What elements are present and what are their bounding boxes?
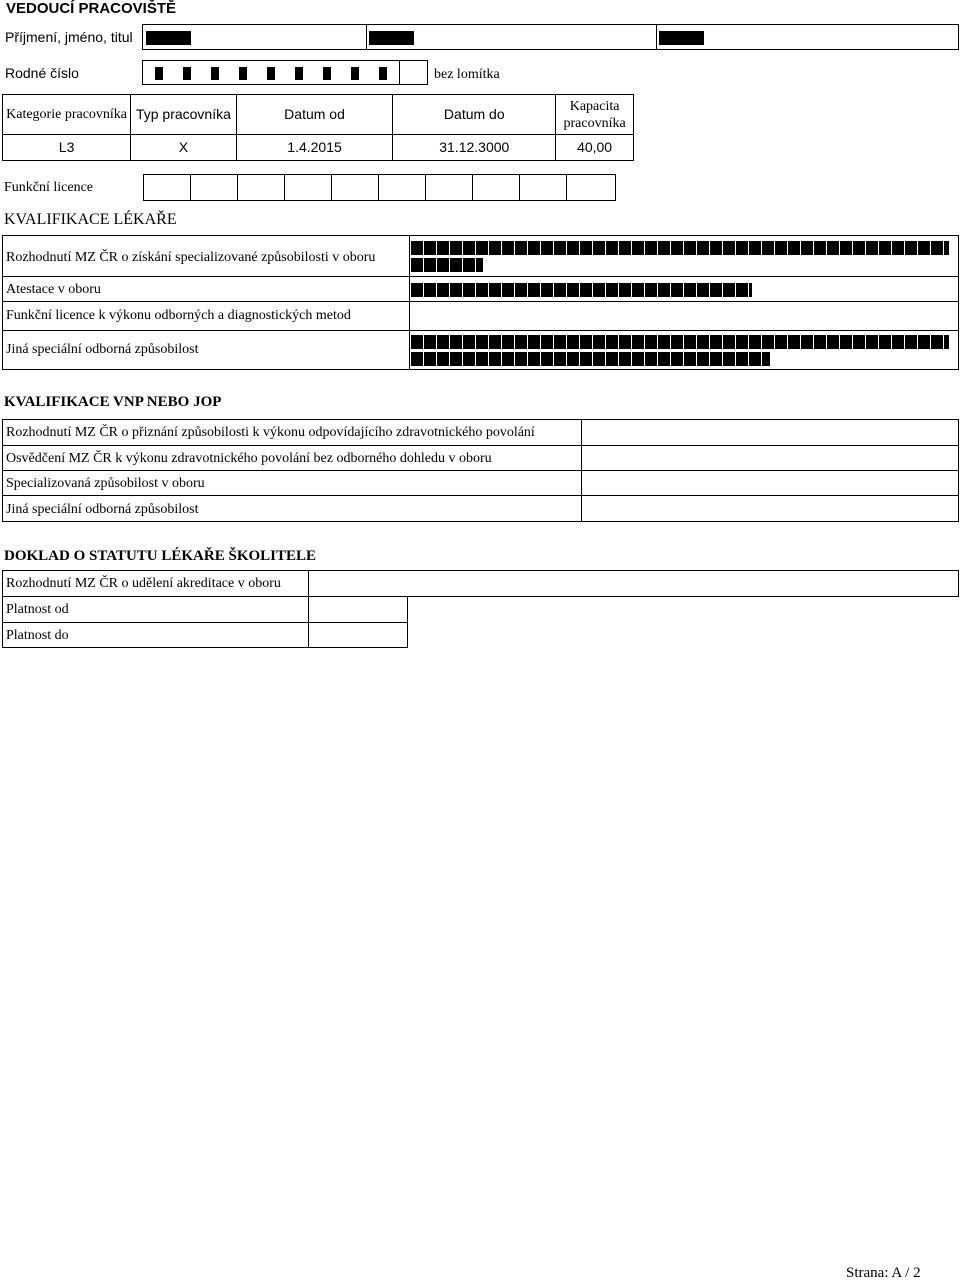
qual-row-functional-license: Funkční licence k výkonu odborných a diagnostických metod [6,308,351,323]
employment-table [2,94,634,161]
column-divider [409,236,410,369]
row-divider [3,445,958,446]
trainer-row-valid-from: Platnost od [6,602,69,617]
vnp-row-specialized: Specializovaná způsobilost v oboru [6,476,205,491]
qual-row-attestation: Atestace v oboru [6,282,101,297]
redacted-surname [146,31,191,45]
license-divider [566,175,567,200]
physician-qualification-table [2,235,959,370]
license-divider [378,175,379,200]
row-divider [3,470,958,471]
cell-category: L3 [3,135,131,161]
qual-row-specialization: Rozhodnutí MZ ČR o získání specializované způsobilosti v oboru [6,250,376,265]
page-number: Strana: A / 2 [846,1265,921,1281]
birth-number-field[interactable] [142,60,428,85]
name-field-divider [656,25,657,49]
redacted-firstname [369,31,414,45]
header-date-to: Datum do [393,95,556,135]
redacted-title [659,31,704,45]
section-title-workplace: VEDOUCÍ PRACOVIŠTĚ [6,0,177,17]
redacted-digit [183,67,191,80]
section-title-trainer-status: DOKLAD O STATUTU LÉKAŘE ŠKOLITELE [4,548,317,564]
redacted-digit [295,67,303,80]
birth-number-label: Rodné číslo [5,65,79,81]
row-divider [3,330,958,331]
trainer-row-accreditation: Rozhodnutí MZ ČR o udělení akreditace v oboru [6,576,281,591]
redacted-digit [323,67,331,80]
trainer-accreditation-row [2,570,959,597]
license-divider [472,175,473,200]
redacted-other [411,335,949,349]
cell-capacity: 40,00 [556,135,634,161]
license-divider [519,175,520,200]
trainer-row-valid-to: Platnost do [6,628,69,643]
cell-type: X [131,135,237,161]
redacted-digit [351,67,359,80]
section-title-vnp-qualification: KVALIFIKACE VNP NEBO JOP [4,394,222,410]
employment-data-row [3,135,634,161]
row-divider [3,301,958,302]
vnp-row-decision: Rozhodnutí MZ ČR o přiznání způsobilosti k výkonu odpovídajícího zdravotnického povolání [6,425,535,440]
qual-row-other: Jiná speciální odborná způsobilost [6,342,199,357]
name-field-divider [366,25,367,49]
vnp-row-certificate: Osvědčení MZ ČR k výkonu zdravotnického povolání bez odborného dohledu v oboru [6,451,492,466]
redacted-attestation [411,283,752,297]
header-date-from: Datum od [236,95,393,135]
redacted-specialization [411,241,949,255]
redacted-other [411,352,770,366]
birth-number-note: bez lomítka [434,67,500,82]
header-type: Typ pracovníka [131,95,237,135]
trainer-validity-table [2,596,408,648]
redacted-digit [379,67,387,80]
license-divider [331,175,332,200]
redacted-digit [267,67,275,80]
birth-field-divider [399,61,400,84]
license-divider [284,175,285,200]
name-label: Příjmení, jméno, titul [5,29,133,45]
vnp-qualification-table [2,419,959,522]
license-divider [425,175,426,200]
redacted-digit [239,67,247,80]
column-divider [308,571,309,596]
name-field[interactable] [142,24,959,50]
cell-date-to: 31.12.3000 [393,135,556,161]
redacted-specialization [411,258,483,272]
license-divider [190,175,191,200]
vnp-row-other: Jiná speciální odborná způsobilost [6,502,199,517]
cell-date-from: 1.4.2015 [236,135,393,161]
header-category: Kategorie pracovníka [3,95,131,135]
row-divider [3,495,958,496]
row-divider [3,276,958,277]
redacted-digit [155,67,163,80]
employment-header-row [3,95,634,135]
header-capacity: Kapacita pracovníka [556,95,634,135]
functional-license-label: Funkční licence [4,180,94,195]
redacted-digit [211,67,219,80]
row-divider [3,622,407,623]
section-title-physician-qualification: KVALIFIKACE LÉKAŘE [4,211,177,228]
functional-license-field[interactable] [143,174,616,201]
license-divider [237,175,238,200]
